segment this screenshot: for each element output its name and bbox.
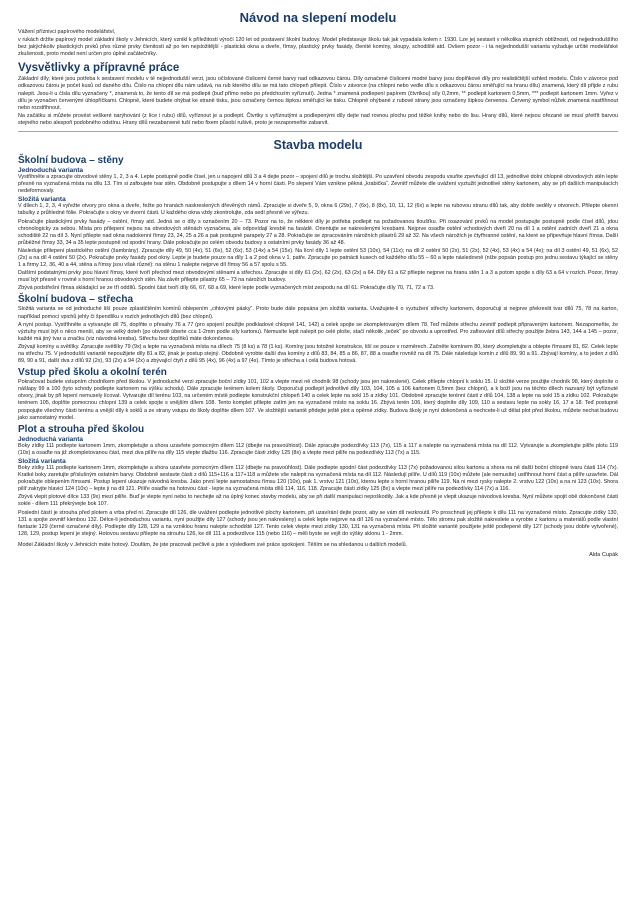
walls-simple-text: Vystřihněte a zpracujte obvodové stěny 1, 2, 3 a 4. Lepte postupně podle čísel, jen u napojení dílů 3 a 4 dejte pozor – spojení dílů je trochu složitější. Po uzavření obvodu zespodu vsuňte zpevňující díl 13, jednotlivé dolní chlopně obvodových stěn lepte přesně na vyznačená místa na dílu 13. Tím si zafixujete tvar stěn. Obdobně postupujte s dílem 14 v horní části. Po slepení Vám vznikne pěkná „krabička“. Zevnitř můžete dle uvážení vyztužit jednotlivé stěny kartonem, aby se při dalších manipulacích nedeformovaly.: [18, 174, 618, 195]
fence-simple-label: Jednoduchá varianta: [18, 435, 84, 443]
walls-complex-text-1: V dílech 1, 2, 3, 4 vyřežte otvory pro okna a dveře, řežte po hranách naskreslených dřevěných rámů. Zpracujte si dveře 5, 9, okna 6 (29x), 7 (6x), 8 (8x), 10, 11, 12 (6x) a lepte na rubovou stranu dílů tak, aby dobře seděly v otvorech. Přilepte okenní tabulky z průhledné fólie. Pokračujte s okny ve dvorní části. U každého okna vždy zkontrolujte, zda sedí přesně ve výřezu.: [18, 203, 618, 217]
section-divider: [18, 131, 618, 132]
legend-heading: Vysvětlivky a přípravné práce: [18, 62, 180, 75]
porch-text: Pokračovat budete vstupním chodníkem před školou. V jednoduché verzi zpracujte boční zídky 101, 102 a vlepte mezi ně chodník 98 (schody jsou jen nakreslené). Celek přilepte chlopní k soklu 15. U složité verze použijte chodník 98, který doplníte o nášlapy 99 a 100 (tyto schody podlepte kartonem na výšku schodu). Dále zpracujte terénem kolem školy. Doporučuji podlepit jednotlivé díly 103, 104, 105 a 106 kartonem 0,5mm (bez chlopní), a k boží jsou na těchto dílech nazvaný být vyříznuté otvory, jinak by při lepení nemusely lícovat. Vytvarujte díl terénu 103, na určeném místě podlepte konstrukční chlopeň 140 a celek lepte na sokl 15 a zídky 101. Obdobně zpracujte terénní části z dílů 104, 138 a lepte na sokl 15 a zídku 102. Pokračujte terénem 105, doplňte pomocnou chlopní 139 a celek spojte s vnějším dílem 108. Tento komplet přilepte zatím jen na vyznačené místo na soklu 16. Zbývá terén 106, který doplníte díly 109, 110 a sestavu lepte na sokly 16, 17 a 18. Teď postupně pospojujte všechny části terénu a vnější díly k soklů a ze strany vstupu do školy doplňte dílem 107. Ve složitější variantě přidejte ještě plot a opěrné zídky. Budova školy je nyní dokončená a nechcete-li už dělat plot před školou, můžete nechat budovu jako samostatný model.: [18, 379, 618, 421]
walls-complex-text-5: Zbývá podstřešní římsa skládající se ze tří oddílů. Spodní část tvoří díly 66, 67, 68 a 69, které lepte podle vyznačených míst zespodu na díl 61. Pokračujte díly 70, 71, 72 a 73.: [18, 285, 435, 292]
walls-complex-text-2: Pokračujte plastickými prvky fasády – ostění, římsy atd. Jedná se o díly s označením 20 – 73. Pozor na to, že některé díly je potřeba podlepit na požadovanou tloušťku. Při osazování prvků na model postupujte postupně podle čísel dílů, jdou chronologicky za sebou. Místa pro přilepení nejsou na obvodových stěnách vyznačena, ale odpovídají kresbě na fasádě. Orientujte se nakreslenými kresbami. Nejprve osaďte ostění vchodových dveří 20 na díl 1 a ostění zadních dveří 21 a okna schodiště 22 na díl 3. Nyní přilepte nad okna nadokenní římsy 23, 24, 25 a 26 a pak postupně parapety 27 a 28. Pokračujte se zpracováním nárožních pilastrů 29 až 32. Na všech nárožích je čtyřhranné ostění, na které se připevňuje hlavní římsa. Další průběžné římsy 33, 34 a 35 lepte postupně od spodní hrany. Dále pokračujte po celém obvodu budovy s ostatními prvky fasády 36 až 48.: [18, 218, 618, 246]
intro-salutation: Vážení příznivci papírového modelářství,: [18, 29, 116, 35]
instruction-page: [18, 0, 618, 558]
page-title: Návod na slepení modelu: [239, 10, 397, 25]
fence-simple-text: Boky zídky 111 podlepte kartonem 1mm, zkompletujte a shora uzavřete pomocným dílem 112 (dbejte na pravoúhlost). Dále zpracujte podezdívky 113 (7x), 115 a 117 a nalepte na vyznačená místa na díl 112. Vytvarujte a zkompletujte pilíře plotu 119 (10x) a osaďte na již zkompletovanou část, mezi dva pilíře na díly 115 vlepte dlažbu 116. Zpracujte části zídky 125 (8x) a vlepte mezi pilíře na podezdívky 113 (7x) a 115.: [18, 442, 618, 456]
fence-complex-label: Složitá varianta: [18, 457, 66, 465]
porch-heading: Vstup před školu a okolní terén: [18, 367, 167, 379]
walls-simple-label: Jednoduchá varianta: [18, 167, 84, 175]
roof-text-2: A nyní postup. Vystřihněte a vytvarujte díl 75, doplňte o přesahy 76 a 77 (pro spojení použijte podkladové chlopně 141, 142) a celek spojte se zkompletovaným dílem 78. Teď můžete střechu zevnitř podlepit připraveným kartonem. Nezapomeňte, že výztuhy musí být o něco menší, aby se velký doteh (po obvodě úberte cca 1-2mm podle síly kartonu). Nemusíte lepit nalepit po celé ploše, stačí několik „teček“ po obvodu a uprostřed. Pro zafixování dílů střechy použijte žebra 143, 144 a 145 – pozor, každé má jiný tvar a značku (viz návodná kresba). Střechu bez doplňků máte dokončenou.: [18, 321, 618, 342]
author-signature: Alda Cupák: [589, 551, 618, 558]
fence-complex-text-3: Poslední částí je strouha před plotem a vrba před ní. Zpracujte díl 126, dle uvážení podlepte jednotlivé plochy kartonem, při uzavírání dejte pozor, aby se vám díl nezkroutil. Po proschnutí jej přilepte k dílu 111 na vyznačené místo. Zpracujte zídky 130, 131 a spojte zevnitř klenbou 132. Délce-li jednoduchou variantu, nyní použijte díly 127 (schody jsou jen nakresleny) a celek lepte nejprve na díl 126 na vyznačené místo. Tělo stromu pak složitě nakreslete a vyrobte z kartonu a materiálů podle vlastní fantazie 129 (černě označené díly). Podlepte díly 128, 129 a na vzniklou hranu nalepte schodiště 127. Tento celek vlepte mezi zídky 130, 131 na vyznačená místa. Při složité variantě použijete ještě podlepené díly 127 (schody jsou dobře vytvořené), 128, 129, postup lepení je stejný. Hotovou sestavu přilepte na strouhu 126, ke díl 111 a podezdívce 115 (nebo 116) – měli byste se vejít do výšky sklonu 1 - 2mm.: [18, 509, 618, 537]
closing-paragraph: Model Základní školy v Jehnicích máte hotový. Doufám, že jste pracovali pečlivě a jste s výsledkem své práce spokojeni. Těším se na shledanou u dalších modelů.: [18, 541, 408, 548]
fence-heading: Plot a strouha před školou: [18, 423, 145, 435]
walls-complex-label: Složitá varianta: [18, 196, 66, 204]
build-heading: Stavba modelu: [273, 138, 363, 153]
legend-paragraph-1: Základní díly, které jsou potřeba k sestavení modelu v té nejjednodušší verzi, jsou očíslované číslicemi černé barvy nad odkazovou čárou. Díly označené číslicemi modré barvy jsou doplňkové díly pro realističtější vzhled modelu. Číslo v závorce pod odkazovou čárou je počet kusů od daného dílu. Číslo na chlopni dílu nám udává, na rub kterého dílu se má tato chlopeň přilepit. Číslo v závorce (na chlopni nebo vedle dílu s odkazovou čárou směřující na hranu dílu) znamená, který díl přijde z rubu nalepit. Jsou-li u čísla dílu vyznačeny *, znamená to, že tento díl se má podlepit (buď přímo nebo po předchozím vyříznutí). Jedna * znamená podlepení papírem (čtvrtkou) síly 0,2mm, ** podlepit kartonem 0,5mm, *** podlepit kartonem 1mm. Vyřez v dílu je vyznačen červenými úhlopříčkami. Chlopně, které budete ohýbat ke straně tisku, jsou označeny černou šipkou směřující ke tisku. Chlopně ohýbané z rubové strany jsou označeny šipkou červenou. Červený symbol nůžek znamená nastřihnout nebo rozstřihnout.: [18, 76, 618, 111]
legend-paragraph-2: Na začátku si můžete provést veškeré narýhování (z líce i rubu) dílů, vyříznout je a podlepit. Čtvrtky s vyříznutými a podlepenými díly dejte nad rovnou plochu pod těžké knihy nebo do lisu. Hrany dílů, které nejsou ořezané se musí přetřít barvou stejného nebo alespoň podobného odstínu. Hrany dílů nezabarvené tuší nebo fixem působí rušivě, proto je nezapomeňte zabarvit.: [18, 112, 618, 126]
roof-heading: Školní budova – střecha: [18, 294, 134, 306]
roof-text-1: Složitá varianta se od jednoduché liší pouze zplastičtěním komínů oblepením „cihlovými pásky“. Proto bude dále popsána jen složitá varianta. Uvažujete-li o vyztužení střechy kartonem, doporučuji si nejprve překreslit tvar dílů 75, 78 na karton, například pomocí vpichů jehly či špendlíku v rozích jednotlivých dílů (bez chlopní).: [18, 306, 618, 320]
fence-complex-text: Boky zídky 111 podlepte kartonem 1mm, zkompletujte a shora uzavřete pomocným dílem 112 (dbejte na pravoúhlost). Dále podlepte spodní část podezdívky 113 (7x) požadovanou silou kartonu a shora na ně další boční chlopně tvaru části 114 (7x). Kratké boky zaretujte příslušným ostatním barvy. Obdobně sestavte části z dílů 115+116 a 117+118 a můžete vše nalepit na vyznačená místa na díl 112. Následují pilíře. U dílů 119 (10x) můžete (ale nemusíte) ustřihnout horní část a pilíře uzavřete. Dál pokračujte oblepením římsami. Postup lepení ukazuje návodná kresba. Jako první lepte samostatnou římsu 120 (10x), pak 1. vrstvu 121 (10x), kterou lepte s horní hranou pilíře 119. Na ni mezi rysky nalepte 2. vrstvu 122 (10x) a na ni 123 (10x). Shora pilíř zakryjte hlavicí 124 (10x) – lepte ji na díl 121. Pilíře osaďte na hotovou část - lepte na vyznačená místa dílů 114, 116, 118. Zpracujte části zídky 125 (8x) a vlepte mezi pilíře na podezdívky 114 (7x) a 116.: [18, 464, 618, 493]
walls-heading: Školní budova – stěny: [18, 155, 124, 167]
fence-complex-text-2: Zbývá vlepit plotové dílce 133 (9x) mezi pilíře. Buď je vlepte nyní nebo to nechejte až na úplný konec stavby modelu, aby se při další manipulaci nepoškodily. Jak a kde přesně je vlepit ukazuje návodová kresba. Nyní můžete spojit obě dokončené části sokle - dílem 111 překrývejte bok 107.: [18, 494, 618, 508]
walls-complex-text-4: Dalšími podstatnými prvky jsou hlavní římsy, které tvoří přechod mezi obvodovými stěnami a střechou. Zpracujte si díly 61 (2x), 62 (2x), 63 (2x) a 64. Díly 61 a 62 přilepte nejprve na hranu stěn 1 a 3 a potom spojte s díly 63 a 64 v rozích. Pozor, římsy musí být přesně v rovině s horní hranou obvodových stěn. Na závěr přilepte pilastry 65 – 73 na nárožích budovy.: [18, 270, 618, 284]
walls-complex-text-3: Následuje přilepení plastického ostění (šambrány). Zpracujte díly 49, 50 (4x), 51 (6x), 52 (6x), 53 (14x) a 54 (15x). Na lícní díly 1 lepte ostění 53 (10x), 54 (11x); na díl 2 ostění 50 (2x), 51 (2x), 52 (4x), 53 (4x) a 54 (4x); na díl 3 ostění 49, 51 (6x), 52 (2x) a na díl 4 ostění 50 (2x). Pokračujte prvky fasády pod okny. Lepte je budete pouze na díly 1 a 2 pod okna v 1. patře. Zpracujte po patnácti kusech od každého dílu 55 – 60 a lepte následovně (níže popsán postup pro jednu sestavu týkající se stěny 1 a firmy 12, 36, 40 a 44, stěna a římsy jsou však různé): na stěnu 1 nalepte nejprve díl římsy 56 a 57 spolu s 55.: [18, 247, 618, 269]
intro-paragraph: v rukách držíte papírový model základní školy v Jehnicích, který vznikl k příležitosti výročí 120 let od postavení školní budovy. Model představuje školu tak jak vypadala kolem r. 1930. Lze jej sestavit v několika stupních obtížnosti, od nejjednoduššího bez jakýchkoliv plastických prvků přes různé prvky členitosti až po ten nejsložitější - plastická okna a dveře, římsy, plastický prvky fasády, členité komíny, sloupy, schodiště atd. Ovšem pozor - i ta nejjednodušší varianta vyžaduje určité modelářské zkušenosti, proto model není určen pro úplné začátečníky.: [18, 37, 618, 58]
roof-text-3: Zbývají komíny a světlíky. Zpracujte světlíky 79 (9x) a lepte na vyznačená místa na dílech 75 (8 ks) a 78 (1 ks). Komíny jsou totožné konstrukce, liší se pouze v rozměrech. Začněte komínem 80, který zkompletujte a oblepte římsami 81, 82. Celek lepte na střechu 75. V jednodušší variantě nepoužijete díly 81 a 82, jinak je postup stejný. Obdobně vyrobte další dva komíny z dílů 83, 84, 85 a 86, 87, 88 a osaďte rovněž na díl 75. Dále následuje komín z dílů 89, 90 a 91. Zbývají komíny, a to jeden z dílů 89, 90 a 91, další dva z dílů 92 (2x), 93 (2x) a 94 (2x) a zbývající čtyři z dílů 95 (4x), 96 (4x) a 97 (4x). Tímto je střecha a i celá budova hotová.: [18, 343, 618, 365]
